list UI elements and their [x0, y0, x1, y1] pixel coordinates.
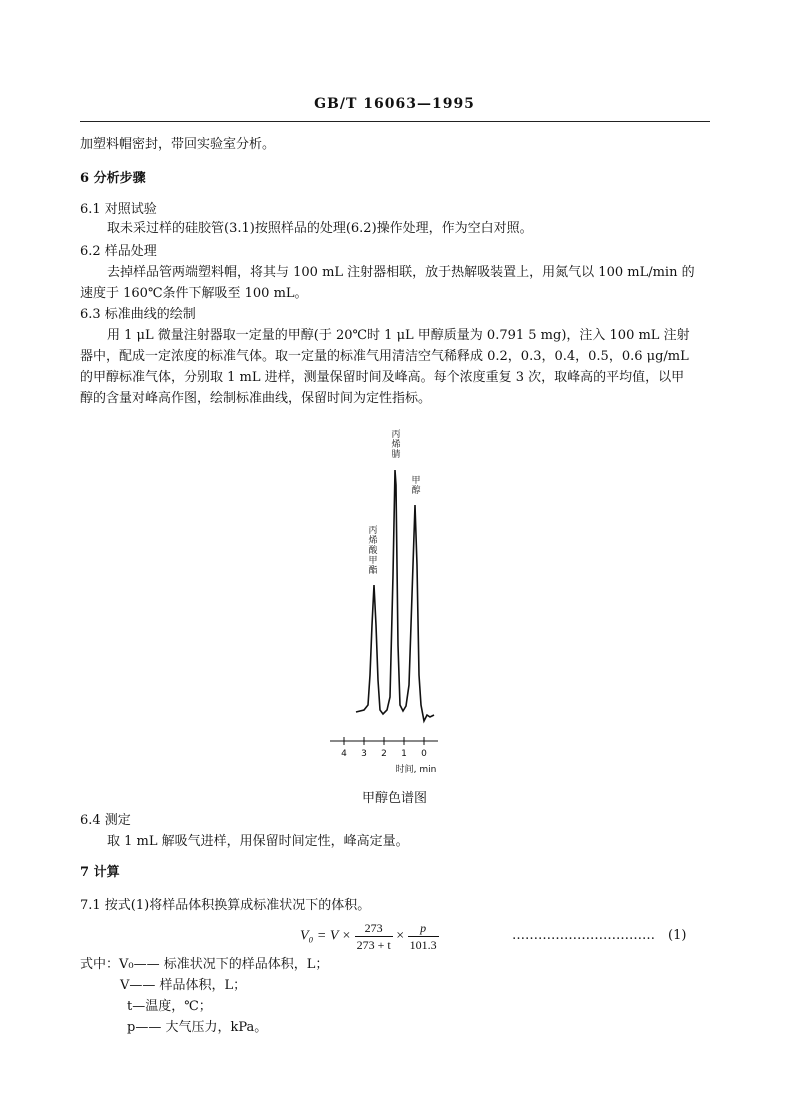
section-6-2-body-line2: 速度于 160℃条件下解吸至 100 mL。: [80, 286, 308, 301]
fraction-pressure-numerator: p: [408, 920, 439, 937]
section-6-4-heading: 6.4 测定: [80, 813, 131, 828]
formula-leader-dots: ……………………………: [512, 928, 655, 943]
where-t: t—温度，℃；: [127, 999, 212, 1014]
section-6-2-body-line1: 去掉样品管两端塑料帽，将其与 100 mL 注射器相联，放于热解吸装置上，用氮气以 100 mL/min 的: [107, 265, 695, 280]
chromatogram-trace: [356, 470, 434, 721]
section-6-1-body: 取未采过样的硅胶管(3.1)按照样品的处理(6.2)操作处理，作为空白对照。: [107, 221, 533, 236]
section-6-3-heading: 6.3 标准曲线的绘制: [80, 307, 196, 322]
section-6-3-body-line3: 的甲醇标准气体，分别取 1 mL 进样，测量保留时间及峰高。每个浓度重复 3 次，取峰高的平均值，以甲: [80, 370, 685, 385]
peak-label-methyl-acrylate: [368, 525, 378, 576]
svg-text:丙烯酸甲酯: 丙烯酸甲酯: [368, 526, 378, 576]
figure-caption: 甲醇色谱图: [361, 791, 427, 806]
fraction-temperature-denominator: 273 + t: [356, 938, 391, 952]
formula-number: (1): [668, 928, 687, 943]
fraction-temperature: [355, 920, 393, 953]
section-6-heading: 6 分析步骤: [80, 171, 146, 186]
where-v0: 式中：V₀—— 标准状况下的样品体积，L；: [80, 957, 329, 972]
standard-code-header: GB/T 16063—1995: [314, 96, 475, 112]
header-rule: [80, 121, 710, 122]
fraction-temperature-numerator: 273: [355, 920, 393, 937]
section-6-1-heading: 6.1 对照试验: [80, 202, 157, 217]
formula-lhs: V₀ = V ×: [300, 928, 352, 944]
formula-times: ×: [396, 928, 405, 944]
section-7-heading: 7 计算: [80, 865, 120, 880]
peak-label-acrylonitrile: [391, 429, 400, 460]
time-axis-ticks: [341, 737, 427, 759]
svg-text:丙烯腈: 丙烯腈: [391, 430, 401, 460]
time-tick-label: 1: [401, 749, 407, 759]
section-6-3-body-line2: 器中，配成一定浓度的标准气体。取一定量的标准气用清洁空气稀释成 0.2，0.3，0.4，0.5，0.6 μg/mL: [80, 349, 689, 364]
volume-formula: [300, 920, 439, 953]
section-6-3-body-line4: 醇的含量对峰高作图，绘制标准曲线，保留时间为定性指标。: [80, 391, 432, 406]
section-6-2-heading: 6.2 样品处理: [80, 244, 157, 259]
time-tick-label: 2: [381, 749, 387, 759]
svg-text:甲醇: 甲醇: [411, 476, 421, 496]
where-p: p—— 大气压力，kPa。: [127, 1020, 268, 1035]
section-7-1-text: 7.1 按式(1)将样品体积换算成标准状况下的体积。: [80, 898, 371, 913]
time-axis-label: 时间, min: [395, 765, 437, 775]
fraction-pressure: [408, 920, 439, 953]
time-tick-label: 3: [361, 749, 367, 759]
where-v: V—— 样品体积，L；: [120, 978, 247, 993]
section-6-3-body-line1: 用 1 μL 微量注射器取一定量的甲醇(于 20℃时 1 μL 甲醇质量为 0.791 5 mg)，注入 100 mL 注射: [107, 328, 690, 343]
time-tick-label: 4: [341, 749, 347, 759]
section-6-4-body: 取 1 mL 解吸气进样，用保留时间定性，峰高定量。: [107, 834, 409, 849]
peak-label-methanol: [411, 475, 420, 496]
methanol-chromatogram: [320, 425, 470, 785]
continued-text: 加塑料帽密封，带回实验室分析。: [80, 137, 276, 152]
fraction-pressure-denominator: 101.3: [409, 938, 437, 952]
time-tick-label: 0: [421, 749, 427, 759]
